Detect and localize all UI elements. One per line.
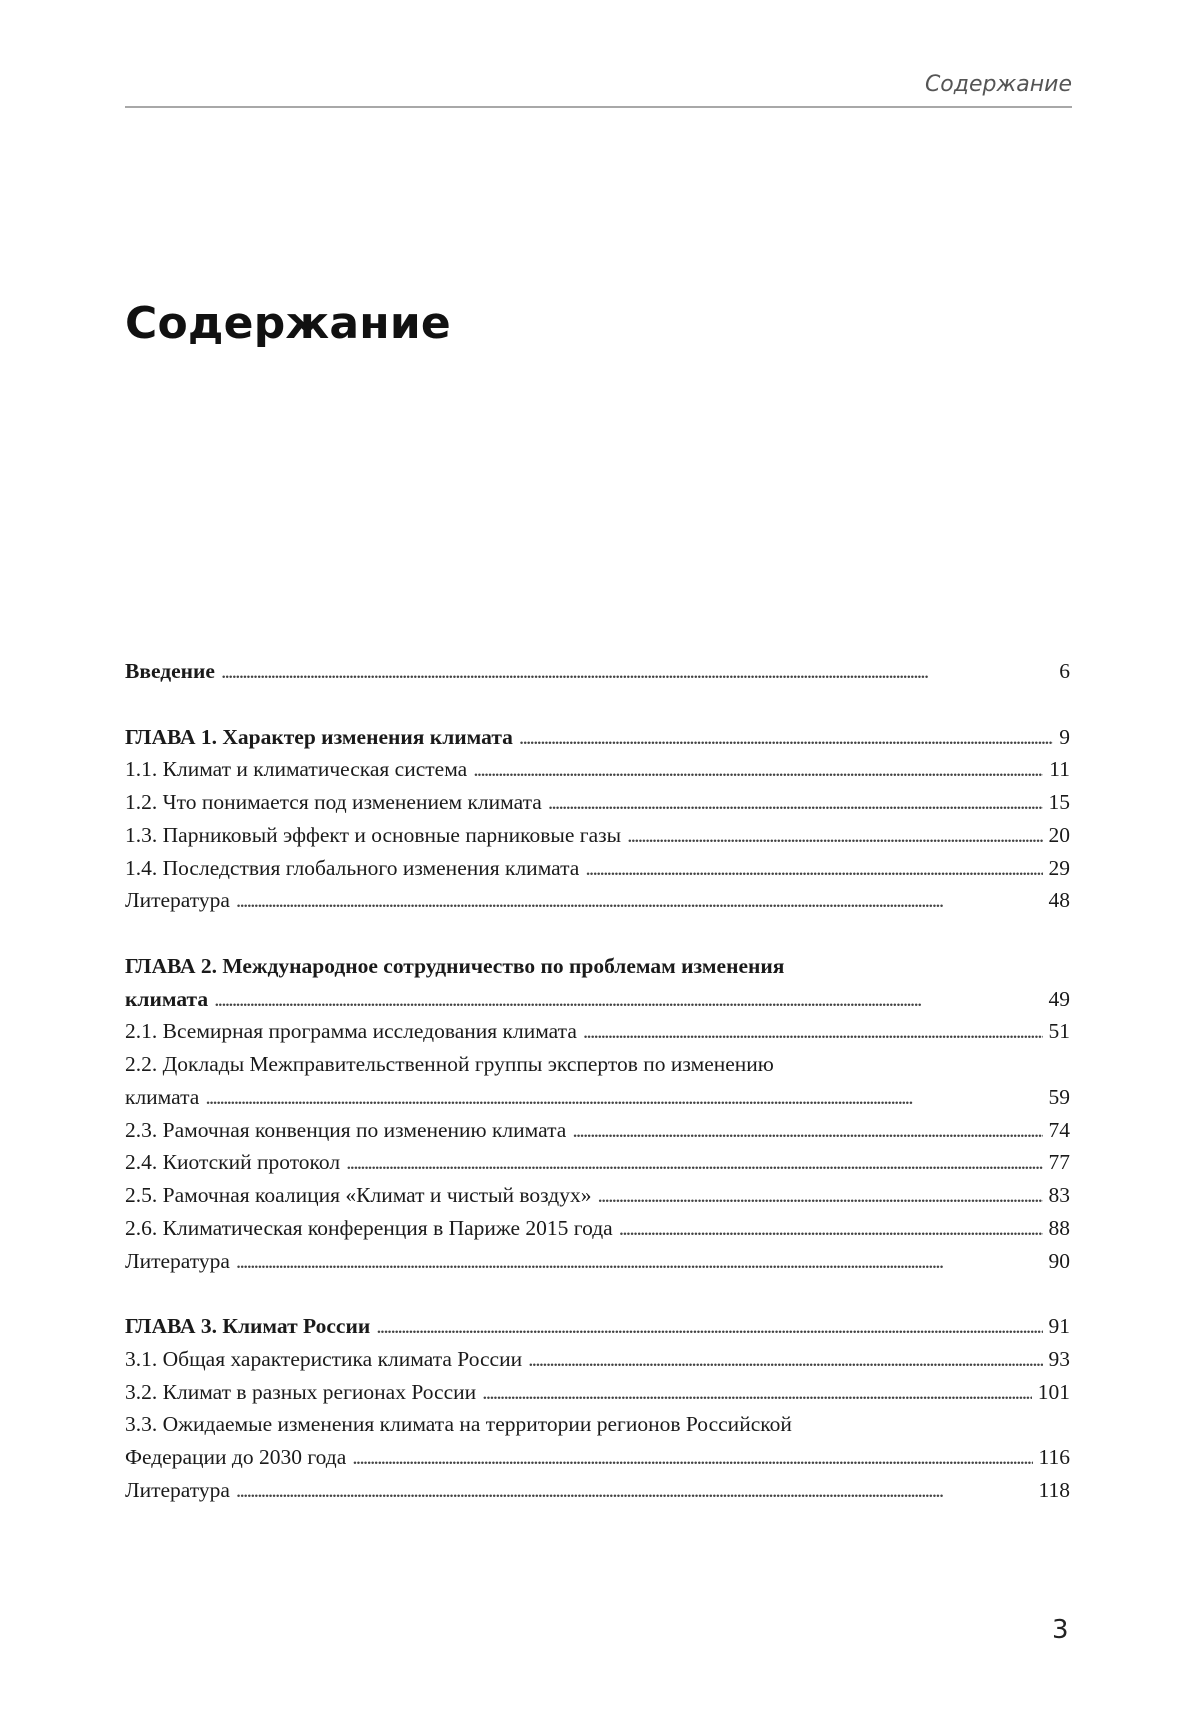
toc-entry-title: 1.2. Что понимается под изменением климата xyxy=(125,790,542,814)
toc-chapter-entry[interactable] xyxy=(125,655,1070,688)
toc-page-number: 91 xyxy=(1048,1314,1070,1338)
toc-page-number: 88 xyxy=(1048,1215,1070,1240)
toc-spacer xyxy=(125,1277,1070,1310)
toc-dot-leader xyxy=(205,1081,1042,1114)
table-of-contents xyxy=(125,655,1070,1507)
toc-dot-leader xyxy=(236,1245,1043,1278)
toc-dot-leader xyxy=(352,1441,1032,1474)
toc-dot-leader xyxy=(519,721,1053,754)
toc-entry[interactable] xyxy=(125,1081,1070,1114)
toc-entry-title: климата xyxy=(125,1084,200,1109)
toc-entry[interactable] xyxy=(125,1179,1070,1212)
toc-entry-title: 2.3. Рамочная конвенция по изменению климата xyxy=(125,1117,567,1142)
toc-dot-leader xyxy=(528,1343,1042,1376)
toc-page-number: 83 xyxy=(1048,1183,1070,1207)
toc-spacer xyxy=(125,917,1070,950)
toc-dot-leader xyxy=(572,1114,1042,1147)
toc-entry[interactable] xyxy=(125,1114,1070,1147)
toc-entry[interactable] xyxy=(125,1245,1070,1278)
toc-entry-title: 1.4. Последствия глобального изменения климата xyxy=(125,855,580,880)
toc-entry-title: ГЛАВА 3. Климат России xyxy=(125,1314,371,1338)
toc-dot-leader xyxy=(346,1146,1042,1179)
toc-entry[interactable] xyxy=(125,852,1070,885)
toc-entry-title: Литература xyxy=(125,1477,230,1502)
toc-entry-title: Литература xyxy=(125,1248,230,1273)
toc-page-number: 51 xyxy=(1048,1019,1070,1044)
toc-chapter-entry[interactable] xyxy=(125,1310,1070,1343)
toc-page-number: 59 xyxy=(1048,1084,1070,1109)
page-number: 3 xyxy=(1052,1615,1069,1645)
toc-page-number: 49 xyxy=(1048,986,1070,1011)
toc-page-number: 6 xyxy=(1059,659,1070,683)
toc-entry-title: 3.1. Общая характеристика климата России xyxy=(125,1346,523,1371)
toc-entry[interactable] xyxy=(125,753,1070,786)
running-header xyxy=(125,70,1072,108)
toc-page-number: 11 xyxy=(1049,757,1070,782)
toc-chapter-entry[interactable] xyxy=(125,721,1070,754)
toc-dot-leader xyxy=(473,753,1043,786)
toc-entry[interactable] xyxy=(125,1441,1070,1474)
toc-dot-leader xyxy=(597,1179,1042,1212)
toc-page-number: 29 xyxy=(1048,855,1070,880)
toc-dot-leader xyxy=(482,1376,1032,1409)
toc-dot-leader xyxy=(585,852,1042,885)
toc-dot-leader xyxy=(627,819,1042,852)
toc-dot-leader xyxy=(583,1015,1043,1048)
toc-page-number: 77 xyxy=(1048,1150,1070,1175)
running-header-text: Содержание xyxy=(924,72,1072,97)
toc-dot-leader xyxy=(214,983,1042,1016)
toc-page-number: 101 xyxy=(1037,1379,1070,1404)
toc-entry-title: Федерации до 2030 года xyxy=(125,1445,347,1469)
toc-dot-leader xyxy=(236,884,1043,917)
toc-page-number: 118 xyxy=(1038,1477,1070,1502)
toc-entry-title: 2.4. Киотский протокол xyxy=(125,1150,341,1175)
toc-entry-title: 2.2. Доклады Межправительственной группы экспертов по изменению xyxy=(125,1052,774,1076)
toc-page-number: 20 xyxy=(1048,822,1070,847)
toc-entry-title: климата xyxy=(125,986,209,1011)
toc-entry-title: Литература xyxy=(125,888,230,913)
toc-page-number: 116 xyxy=(1038,1445,1070,1469)
toc-page-number: 93 xyxy=(1048,1346,1070,1371)
toc-entry-title: 3.3. Ожидаемые изменения климата на территории регионов Российской xyxy=(125,1412,792,1437)
toc-entry[interactable] xyxy=(125,1474,1070,1507)
toc-page-number: 15 xyxy=(1048,790,1070,814)
page-title: Содержание xyxy=(125,298,451,349)
toc-page-number: 90 xyxy=(1048,1248,1070,1273)
toc-dot-leader xyxy=(376,1310,1042,1343)
toc-entry-title: Введение xyxy=(125,659,215,683)
toc-entry-title: 2.6. Климатическая конференция в Париже 2015 года xyxy=(125,1215,613,1240)
toc-entry[interactable] xyxy=(125,1146,1070,1179)
toc-dot-leader xyxy=(236,1474,1033,1507)
toc-page-number: 74 xyxy=(1048,1117,1070,1142)
toc-entry[interactable] xyxy=(125,1212,1070,1245)
toc-entry[interactable] xyxy=(125,884,1070,917)
toc-entry-title: ГЛАВА 1. Характер изменения климата xyxy=(125,724,513,749)
toc-entry[interactable] xyxy=(125,1015,1070,1048)
toc-dot-leader xyxy=(221,655,1053,688)
toc-entry-title: 1.1. Климат и климатическая система xyxy=(125,757,468,782)
toc-page-number: 48 xyxy=(1048,888,1070,913)
toc-entry-title: 2.1. Всемирная программа исследования климата xyxy=(125,1019,577,1044)
toc-entry[interactable] xyxy=(125,819,1070,852)
toc-entry-title: ГЛАВА 2. Международное сотрудничество по проблемам изменения xyxy=(125,953,785,978)
toc-chapter-entry[interactable] xyxy=(125,983,1070,1016)
toc-entry[interactable] xyxy=(125,1343,1070,1376)
toc-entry[interactable] xyxy=(125,786,1070,819)
toc-entry-title: 2.5. Рамочная коалиция «Климат и чистый воздух» xyxy=(125,1183,592,1207)
toc-entry-title: 3.2. Климат в разных регионах России xyxy=(125,1379,477,1404)
toc-page-number: 9 xyxy=(1059,724,1070,749)
toc-entry[interactable] xyxy=(125,1048,1070,1081)
toc-entry[interactable] xyxy=(125,1376,1070,1409)
toc-entry[interactable] xyxy=(125,1408,1070,1441)
toc-chapter-entry[interactable] xyxy=(125,950,1070,983)
toc-entry-title: 1.3. Парниковый эффект и основные парниковые газы xyxy=(125,822,622,847)
toc-dot-leader xyxy=(548,786,1043,819)
toc-dot-leader xyxy=(619,1212,1043,1245)
toc-spacer xyxy=(125,688,1070,721)
